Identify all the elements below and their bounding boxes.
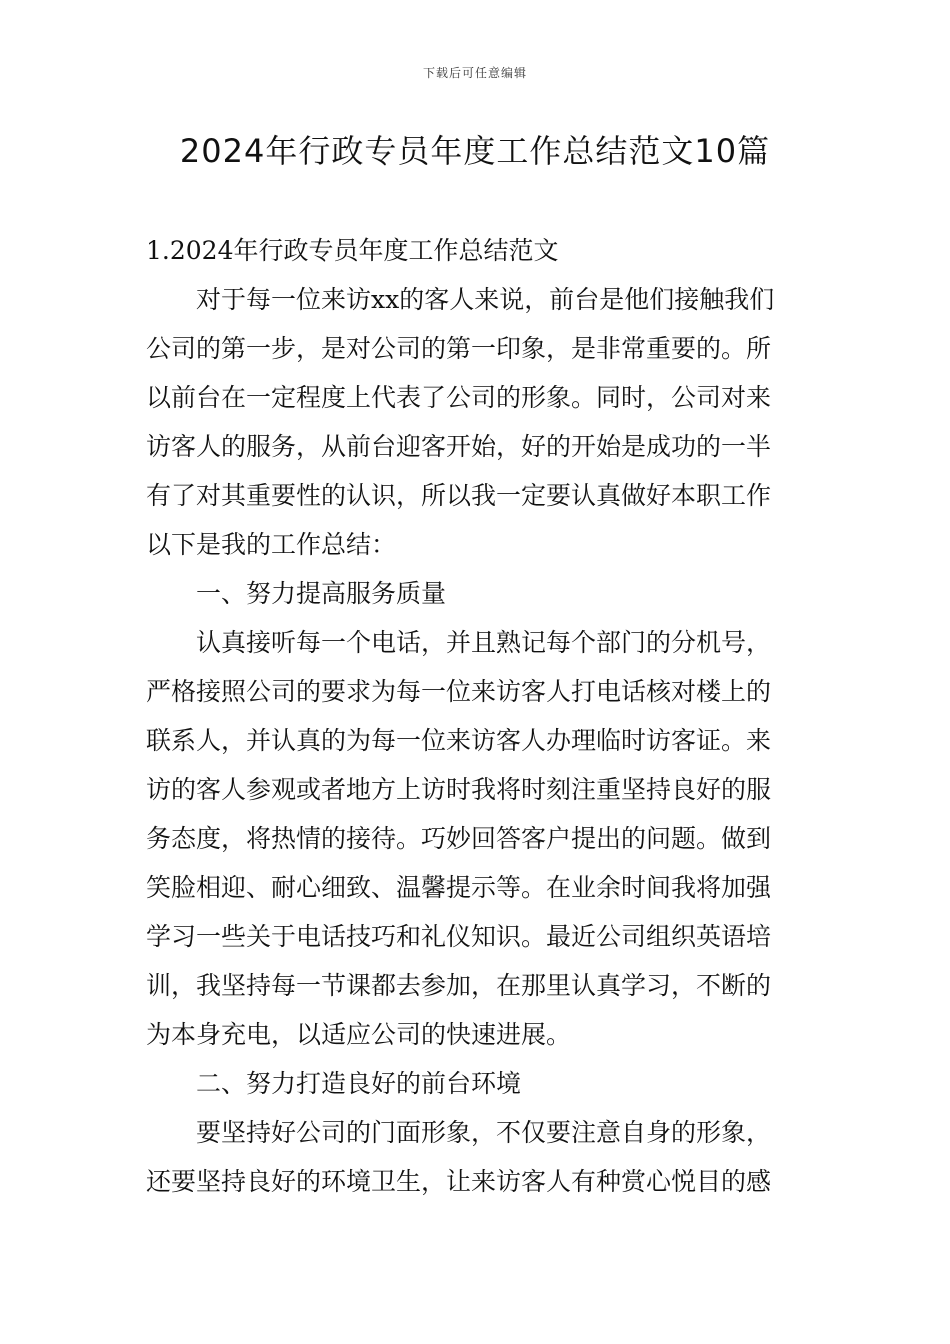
paragraph-line: 有了对其重要性的认识，所以我一定要认真做好本职工作 [146, 481, 772, 510]
section-heading: 1.2024年行政专员年度工作总结范文 [146, 236, 559, 265]
paragraph-line: 训，我坚持每一节课都去参加，在那里认真学习，不断的 [146, 971, 772, 1000]
paragraph-line: 学习一些关于电话技巧和礼仪知识。最近公司组织英语培 [146, 922, 772, 951]
subheading: 二、努力打造良好的前台环境 [196, 1069, 522, 1098]
paragraph-line: 以下是我的工作总结： [146, 530, 397, 559]
paragraph-line: 严格接照公司的要求为每一位来访客人打电话核对楼上的 [146, 677, 772, 706]
paragraph-line: 还要坚持良好的环境卫生，让来访客人有种赏心悦目的感 [146, 1167, 772, 1196]
paragraph-line: 笑脸相迎、耐心细致、温馨提示等。在业余时间我将加强 [146, 873, 772, 902]
paragraph-line: 认真接听每一个电话，并且熟记每个部门的分机号， [196, 628, 772, 657]
document-body [146, 226, 810, 1206]
subheading: 一、努力提高服务质量 [196, 579, 447, 608]
paragraph-line: 对于每一位来访xx的客人来说，前台是他们接触我们 [196, 285, 775, 314]
paragraph-line: 联系人，并认真的为每一位来访客人办理临时访客证。来 [146, 726, 772, 755]
paragraph-line: 以前台在一定程度上代表了公司的形象。同时，公司对来 [146, 383, 772, 412]
paragraph-line: 公司的第一步，是对公司的第一印象，是非常重要的。所 [146, 334, 772, 363]
paragraph-line: 访客人的服务，从前台迎客开始，好的开始是成功的一半 [146, 432, 772, 461]
paragraph-line: 务态度，将热情的接待。巧妙回答客户提出的问题。做到 [146, 824, 772, 853]
paragraph-line: 要坚持好公司的门面形象，不仅要注意自身的形象， [196, 1118, 772, 1147]
paragraph-line: 为本身充电，以适应公司的快速进展。 [146, 1020, 572, 1049]
paragraph-line: 访的客人参观或者地方上访时我将时刻注重坚持良好的服 [146, 775, 772, 804]
page-header-note: 下载后可任意编辑 [422, 66, 527, 80]
document-title: 2024年行政专员年度工作总结范文10篇 [179, 132, 771, 170]
